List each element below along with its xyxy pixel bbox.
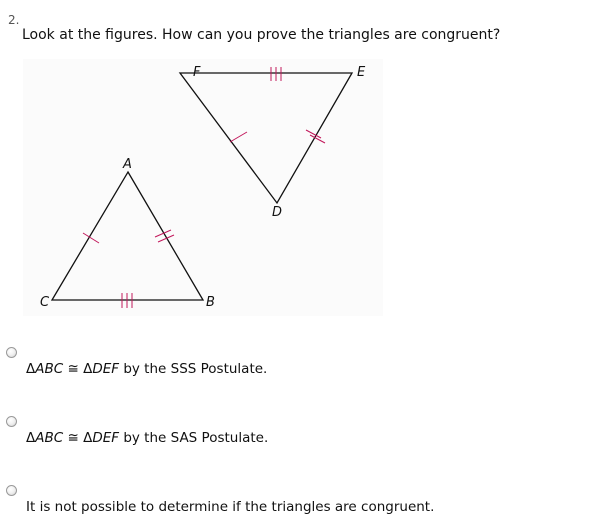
triangle-abc bbox=[52, 172, 203, 300]
option-1-reason: by the SSS Postulate. bbox=[123, 361, 268, 377]
triangles-figure bbox=[23, 59, 383, 316]
option-2-congruent-symbol: ≅ bbox=[67, 430, 79, 446]
option-1-triangle-2: DEF bbox=[92, 361, 120, 377]
option-2-triangle-2: DEF bbox=[92, 430, 120, 446]
option-1-radio[interactable] bbox=[6, 347, 17, 358]
vertex-label-e: E bbox=[357, 65, 366, 80]
option-2-reason: by the SAS Postulate. bbox=[123, 430, 269, 446]
vertex-label-c: C bbox=[40, 295, 50, 310]
option-3-label[interactable]: It is not possible to determine if the triangles are congruent. bbox=[26, 499, 435, 515]
option-1-label[interactable]: ΔABC ≅ ΔDEF by the SSS Postulate. bbox=[26, 361, 268, 377]
vertex-label-f: F bbox=[193, 65, 201, 80]
vertex-label-a: A bbox=[123, 157, 132, 172]
tick-marks-fe bbox=[271, 67, 281, 81]
option-1-congruent-symbol: ≅ bbox=[67, 361, 79, 377]
vertex-label-d: D bbox=[272, 205, 283, 220]
question-number: 2. bbox=[8, 13, 20, 27]
option-2-triangle-1: ABC bbox=[35, 430, 64, 446]
vertex-label-b: B bbox=[206, 295, 215, 310]
tick-marks-ab bbox=[155, 230, 174, 242]
question-prompt: Look at the figures. How can you prove the triangles are congruent? bbox=[22, 27, 501, 43]
option-2-radio[interactable] bbox=[6, 416, 17, 427]
option-2-label[interactable]: ΔABC ≅ ΔDEF by the SAS Postulate. bbox=[26, 430, 269, 446]
triangle-def bbox=[180, 73, 352, 203]
triangles-diagram bbox=[23, 59, 383, 316]
tick-marks-fd bbox=[230, 132, 247, 142]
option-1-triangle-1: ABC bbox=[35, 361, 64, 377]
option-3-radio[interactable] bbox=[6, 485, 17, 496]
